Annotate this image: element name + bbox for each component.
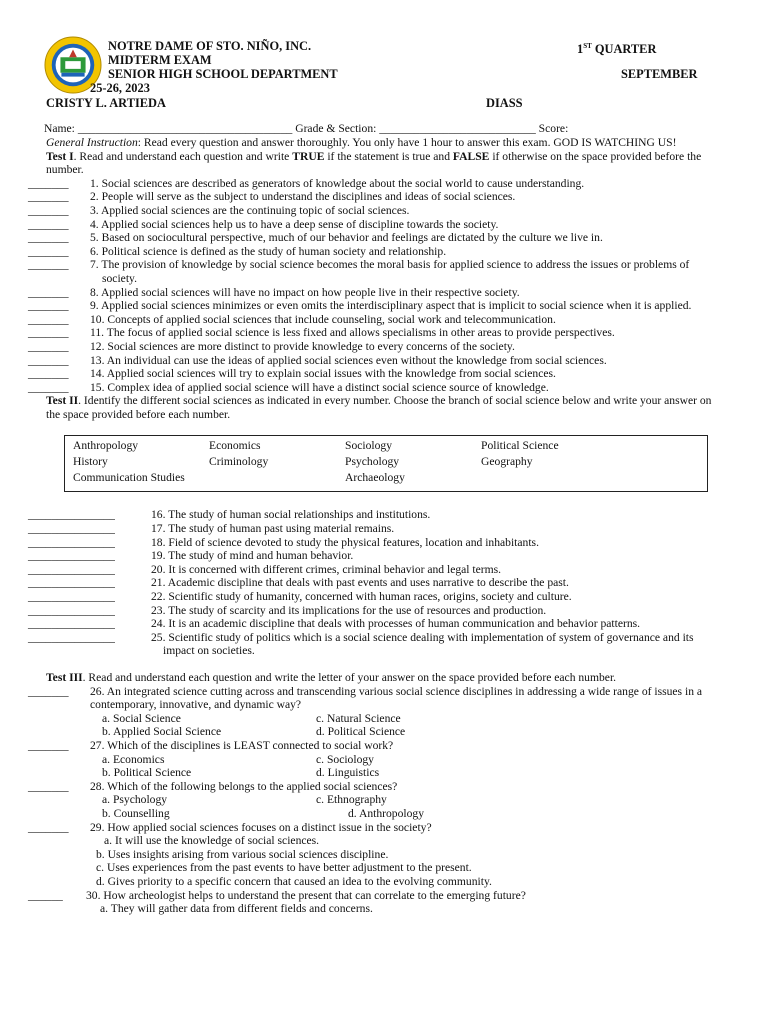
item-text: 17. The study of human past using material remains. bbox=[151, 522, 395, 536]
name-label: Name: bbox=[44, 122, 75, 135]
answer-blank[interactable]: _______________ bbox=[28, 630, 115, 644]
test1-item bbox=[28, 218, 728, 232]
answer-blank[interactable]: _______ bbox=[28, 367, 69, 381]
answer-blank[interactable]: _______ bbox=[28, 380, 69, 394]
option-a: a. It will use the knowledge of social sciences. bbox=[104, 834, 320, 848]
test1-item bbox=[28, 367, 728, 381]
choice-item: Political Science bbox=[481, 439, 559, 453]
item-text: 8. Applied social sciences will have no impact on how people live in their respective society. bbox=[90, 285, 520, 299]
test1-items bbox=[28, 177, 728, 395]
option-d: d. Anthropology bbox=[348, 806, 425, 820]
general-instruction-text: : Read every question and answer thoroughly. You only have 1 hour to answer this exam. GOD IS WATCHING US! bbox=[137, 136, 677, 149]
answer-blank[interactable]: _______ bbox=[28, 203, 69, 217]
choice-item bbox=[481, 471, 617, 487]
choice-item: Anthropology bbox=[73, 439, 139, 453]
option-d: d. Linguistics bbox=[316, 766, 380, 780]
answer-blank[interactable]: _______ bbox=[28, 190, 69, 204]
choices-row bbox=[73, 471, 699, 487]
test2-item bbox=[28, 508, 728, 522]
answer-blank[interactable]: _______ bbox=[28, 217, 69, 231]
test1-item bbox=[28, 286, 728, 300]
answer-blank[interactable]: _______ bbox=[28, 779, 69, 793]
choice-item bbox=[209, 471, 345, 487]
general-instruction bbox=[28, 136, 718, 150]
question-28 bbox=[28, 780, 728, 821]
item-text: 5. Based on sociocultural perspective, much of our behavior and feelings are dictated by the culture we live in. bbox=[90, 231, 603, 245]
grade-label: Grade & Section: bbox=[295, 122, 377, 135]
choices-row bbox=[73, 439, 699, 455]
test1-instr-a: . Read and understand each question and write bbox=[73, 149, 293, 163]
answer-blank[interactable]: _______ bbox=[28, 353, 69, 367]
test3-instruction bbox=[28, 671, 718, 685]
exam-month: SEPTEMBER bbox=[621, 67, 698, 81]
true-word: TRUE bbox=[292, 149, 325, 163]
quarter bbox=[577, 39, 656, 56]
question-text: 27. Which of the disciplines is LEAST connected to social work? bbox=[90, 738, 394, 752]
test1-item bbox=[28, 177, 728, 191]
item-text: 21. Academic discipline that deals with past events and uses narrative to describe the past. bbox=[151, 576, 569, 590]
option-b: b. Political Science bbox=[102, 766, 192, 780]
answer-blank[interactable]: _______________ bbox=[28, 549, 115, 563]
false-word: FALSE bbox=[452, 149, 490, 163]
item-text: 16. The study of human social relationships and institutions. bbox=[151, 508, 431, 522]
item-text: 20. It is concerned with different crimes, criminal behavior and legal terms. bbox=[151, 562, 502, 576]
item-text: 4. Applied social sciences help us to have a deep sense of discipline towards the society. bbox=[90, 217, 499, 231]
teacher-name: CRISTY L. ARTIEDA bbox=[46, 96, 166, 110]
choice-item: Economics bbox=[209, 439, 261, 453]
test1-item bbox=[28, 299, 728, 313]
question-27 bbox=[28, 739, 728, 780]
grade-field[interactable]: ___________________________ bbox=[379, 122, 536, 135]
item-text: 14. Applied social sciences will try to explain social issues with the knowledge from social sciences. bbox=[90, 367, 556, 381]
item-text: 18. Field of science devoted to study the physical features, location and inhabitants. bbox=[151, 535, 539, 549]
test1-label: Test I bbox=[46, 149, 74, 163]
question-30 bbox=[28, 889, 728, 916]
option-d: d. Political Science bbox=[316, 725, 406, 739]
answer-blank[interactable]: _______________ bbox=[28, 522, 115, 536]
option-b: b. Applied Social Science bbox=[102, 725, 222, 739]
test2-item bbox=[28, 522, 728, 536]
item-text: 11. The focus of applied social science is less fixed and allows specialisms in other areas to provide perspectives. bbox=[90, 326, 615, 340]
item-text: 2. People will serve as the subject to understand the disciplines and ideas of social sciences. bbox=[90, 190, 516, 204]
answer-blank[interactable]: _______ bbox=[28, 820, 69, 834]
test2-item bbox=[28, 604, 728, 618]
item-text: 3. Applied social sciences are the continuing topic of social sciences. bbox=[90, 203, 410, 217]
question-text: 28. Which of the following belongs to the applied social sciences? bbox=[90, 779, 398, 793]
answer-blank[interactable]: _______ bbox=[28, 258, 69, 272]
test3-instr: . Read and understand each question and write the letter of your answer on the space provided before each number. bbox=[82, 671, 617, 684]
item-text: 25. Scientific study of politics which is a social science dealing with implementation of system of governance and its impact on societies. bbox=[151, 630, 694, 658]
answer-blank[interactable]: _______________ bbox=[28, 535, 115, 549]
item-text: 22. Scientific study of humanity, concerned with human races, origins, society and culture. bbox=[151, 590, 572, 604]
answer-blank[interactable]: _______________ bbox=[28, 562, 115, 576]
choice-item: Archaeology bbox=[345, 471, 405, 485]
question-text: 26. An integrated science cutting across and transcending various social science disciplines in addressing a wide range of issues in a contemporary, innovative, and dynamic way? bbox=[90, 684, 703, 712]
option-c: c. Uses experiences from the past events to have better adjustment to the present. bbox=[96, 861, 472, 875]
test2-item bbox=[28, 576, 728, 590]
quarter-word: QUARTER bbox=[591, 42, 657, 57]
test1-item bbox=[28, 313, 728, 327]
general-instruction-label: General Instruction bbox=[46, 136, 138, 149]
item-text: 1. Social sciences are described as generators of knowledge about the social world to cause understanding. bbox=[90, 176, 585, 190]
choice-item: Criminology bbox=[209, 455, 269, 469]
choice-item: Psychology bbox=[345, 455, 400, 469]
subject: DIASS bbox=[486, 96, 523, 110]
test2-label: Test II bbox=[46, 394, 79, 408]
test1-instruction bbox=[28, 150, 718, 177]
item-text: 19. The study of mind and human behavior. bbox=[151, 549, 354, 563]
answer-blank[interactable]: _______________ bbox=[28, 576, 115, 590]
answer-blank[interactable]: _______ bbox=[28, 231, 69, 245]
option-c: c. Natural Science bbox=[316, 711, 401, 725]
answer-blank[interactable]: _______ bbox=[28, 176, 69, 190]
option-a: a. Psychology bbox=[102, 793, 168, 807]
department: SENIOR HIGH SCHOOL DEPARTMENT bbox=[108, 67, 338, 81]
choices-row bbox=[73, 455, 699, 471]
answer-blank[interactable]: _______ bbox=[28, 244, 69, 258]
test1-item bbox=[28, 190, 728, 204]
test1-item bbox=[28, 245, 728, 259]
answer-blank[interactable]: _______ bbox=[28, 312, 69, 326]
exam-title: MIDTERM EXAM bbox=[108, 53, 212, 67]
exam-dates: 25-26, 2023 bbox=[90, 81, 150, 95]
choice-item: History bbox=[73, 455, 108, 469]
item-text: 10. Concepts of applied social sciences that include counseling, social work and telecommunication. bbox=[90, 312, 556, 326]
choice-item: Sociology bbox=[345, 439, 393, 453]
test3-label: Test III bbox=[46, 671, 83, 684]
choice-item: Communication Studies bbox=[73, 471, 185, 485]
answer-blank[interactable]: _______________ bbox=[28, 590, 115, 604]
option-d: d. Gives priority to a specific concern that caused an idea to the evolving community. bbox=[96, 874, 492, 888]
question-text: 30. How archeologist helps to understand the present that can correlate to the emerging future? bbox=[86, 888, 526, 902]
test1-item bbox=[28, 231, 728, 245]
answer-blank[interactable]: ______ bbox=[28, 888, 63, 902]
test1-item bbox=[28, 258, 728, 285]
test1-instr-b: if the statement is true and bbox=[324, 149, 453, 163]
option-a: a. Social Science bbox=[102, 711, 181, 725]
choices-box bbox=[64, 435, 708, 492]
school-name: NOTRE DAME OF STO. NIÑO, INC. bbox=[108, 39, 312, 53]
quarter-superscript: ST bbox=[583, 42, 592, 50]
option-c: c. Sociology bbox=[316, 752, 374, 766]
item-text: 13. An individual can use the ideas of applied social sciences even without the knowledge from social sciences. bbox=[90, 353, 607, 367]
student-info-line bbox=[44, 122, 568, 136]
answer-blank[interactable]: _______ bbox=[28, 738, 69, 752]
option-b: b. Counselling bbox=[102, 806, 170, 820]
test2-items bbox=[28, 508, 728, 658]
exam-body bbox=[28, 136, 728, 916]
answer-blank[interactable]: _______ bbox=[28, 285, 69, 299]
test1-item bbox=[28, 354, 728, 368]
test2-item bbox=[28, 563, 728, 577]
answer-blank[interactable]: _______________ bbox=[28, 603, 115, 617]
item-text: 23. The study of scarcity and its implications for the use of resources and production. bbox=[151, 603, 547, 617]
test2-item bbox=[28, 536, 728, 550]
item-text: 9. Applied social sciences minimizes or even omits the interdisciplinary aspect that is implicit to social science when it is applied. bbox=[90, 299, 692, 313]
option-b: b. Uses insights arising from various social sciences discipline. bbox=[96, 847, 389, 861]
option-c: c. Ethnography bbox=[316, 793, 387, 807]
item-text: 7. The provision of knowledge by social science becomes the moral basis for applied science to address the issues or problems of society. bbox=[90, 258, 690, 285]
answer-blank[interactable]: _______ bbox=[28, 299, 69, 313]
item-text: 12. Social sciences are more distinct to provide knowledge to every concerns of the society. bbox=[90, 339, 515, 353]
question-26 bbox=[28, 685, 728, 739]
quarter-number: 1 bbox=[577, 42, 584, 57]
option-a: a. Economics bbox=[102, 752, 165, 766]
test2-instruction bbox=[28, 394, 718, 421]
choice-item: Geography bbox=[481, 455, 533, 469]
answer-blank[interactable]: _______________ bbox=[28, 617, 115, 631]
question-29 bbox=[28, 821, 728, 889]
answer-blank[interactable]: _______ bbox=[28, 339, 69, 353]
test1-item bbox=[28, 381, 728, 395]
name-field[interactable]: _____________________________________ bbox=[77, 122, 293, 135]
test2-item bbox=[28, 590, 728, 604]
test1-item bbox=[28, 204, 728, 218]
option-a: a. They will gather data from different fields and concerns. bbox=[100, 902, 373, 916]
test2-item bbox=[28, 631, 728, 658]
answer-blank[interactable]: _______ bbox=[28, 326, 69, 340]
test2-item bbox=[28, 549, 728, 563]
score-label: Score: bbox=[538, 122, 569, 135]
item-text: 24. It is an academic discipline that deals with processes of human communication and behavior patterns. bbox=[151, 617, 641, 631]
test1-instr-c: if otherwise on the space provided before the number. bbox=[46, 149, 702, 177]
test2-instr: . Identify the different social sciences as indicated in every number. Choose the branch of social science below and write your answer on the space provided before each number. bbox=[46, 394, 712, 421]
test2-item bbox=[28, 617, 728, 631]
answer-blank[interactable]: _______ bbox=[28, 684, 69, 698]
item-text: 15. Complex idea of applied social science will have a distinct social science source of knowledge. bbox=[90, 380, 549, 394]
answer-blank[interactable]: _______________ bbox=[28, 508, 115, 522]
question-text: 29. How applied social sciences focuses on a distinct issue in the society? bbox=[90, 820, 432, 834]
item-text: 6. Political science is defined as the study of human society and relationship. bbox=[90, 244, 447, 258]
test1-item bbox=[28, 326, 728, 340]
test1-item bbox=[28, 340, 728, 354]
